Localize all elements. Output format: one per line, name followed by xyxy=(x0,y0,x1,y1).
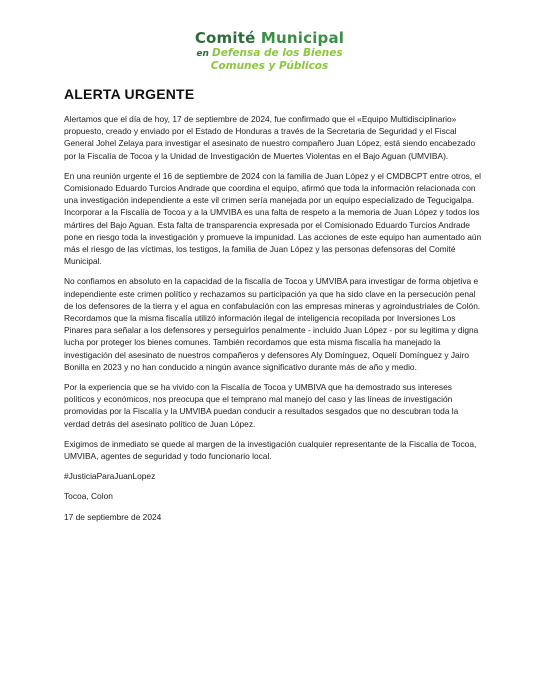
signature-date: 17 de septiembre de 2024 xyxy=(64,511,162,522)
logo-title: Comité Municipal xyxy=(194,29,345,47)
paragraph-2: En una reunión urgente el 16 de septiembre de 2024 con la familia de Juan López y el CMDBCPT entre otros, el Comisionado Eduardo Turcios Andrade que coordina el equipo, afirmó que toda la información relacionada con una investigación independiente a este vil crimen sería manejada por un equipo especializado de Tegucigalpa. Incorporar a la Fiscalía de Tocoa y a la UMVIBA es una falta de respeto a la memoria de Juan López y todos los mártires del Bajo Aguan. Esta falta de transparencia expresada por el Comisionado Eduardo Turcios Andrade pone en riesgo toda la investigación y promueve la impunidad. Las acciones de este equipo han aumentado aún más el riesgo de las víctimas, los testigos, la familia de Juan López y las personas defensoras del Comité Municipal. xyxy=(64,170,482,267)
paragraph-3: No confiamos en absoluto en la capacidad de la fiscalía de Tocoa y UMVIBA para investigar de forma objetiva e independiente este crimen político y rechazamos su participación ya que ha sido clave en la persecución penal de los defensores de la tierra y el agua en confabulación con las empresas mineras y agroindustriales de Colón. Recordamos que la misma fiscalía utilizó información ilegal de inteligencia recopilada por Inversiones Los Pinares para señalar a los defensores y perseguirlos penalmente - incluido Juan López - por su legitima y digna lucha por proteger los bienes comunes. También recordamos que esta misma fiscalía ha manejado la investigación del asesinato de nuestros compañeros y defensores Aly Domínguez, Oquelí Domínguez y Jairo Bonilla en 2023 y no han conducido a ningún avance significativo durante más de año y medio. xyxy=(64,276,481,372)
signature-place: Tocoa, Colon xyxy=(64,491,113,502)
document-title: ALERTA URGENTE xyxy=(64,86,195,102)
logo-subtitle-line2: Comunes y Públicos xyxy=(210,60,329,72)
hashtag: #JusticiaParaJuanLopez xyxy=(64,471,156,482)
document-body xyxy=(64,86,484,531)
paragraph-5: Exigimos de inmediato se quede al margen de la investigación cualquier representante de la Fiscalía de Tocoa, UMVIBA, agentes de seguridad y todo funcionario local. xyxy=(64,438,477,462)
paragraph-1: Alertamos que el día de hoy, 17 de septiembre de 2024, fue confirmado que el «Equipo Multidisciplinario» propuesto, creado y enviado por el Estado de Honduras a través de la Secretaria de Seguridad y el Fiscal General Johel Zelaya para investigar el asesinato de nuestro compañero Juan López, está siendo encabezado por la Fiscalía de Tocoa y la Unidad de Investigación de Muertes Violentas en el Bajo Aguan (UMVIBA). xyxy=(64,114,476,161)
paragraph-4: Por la experiencia que se ha vivido con la Fiscalía de Tocoa y UMBIVA que ha demostrado sus intereses políticos y económicos, nos preocupa que el temprano mal manejo del caso y las líneas de investigación promovidas por la Fiscalía y la UMVIBA puedan conducir a resultados sesgados que no descubran toda la verdad detrás del asesinato político de Juan López. xyxy=(64,382,459,429)
committee-logo xyxy=(193,30,346,86)
logo-subtitle-line1: en Defensa de los Bienes xyxy=(196,47,343,59)
